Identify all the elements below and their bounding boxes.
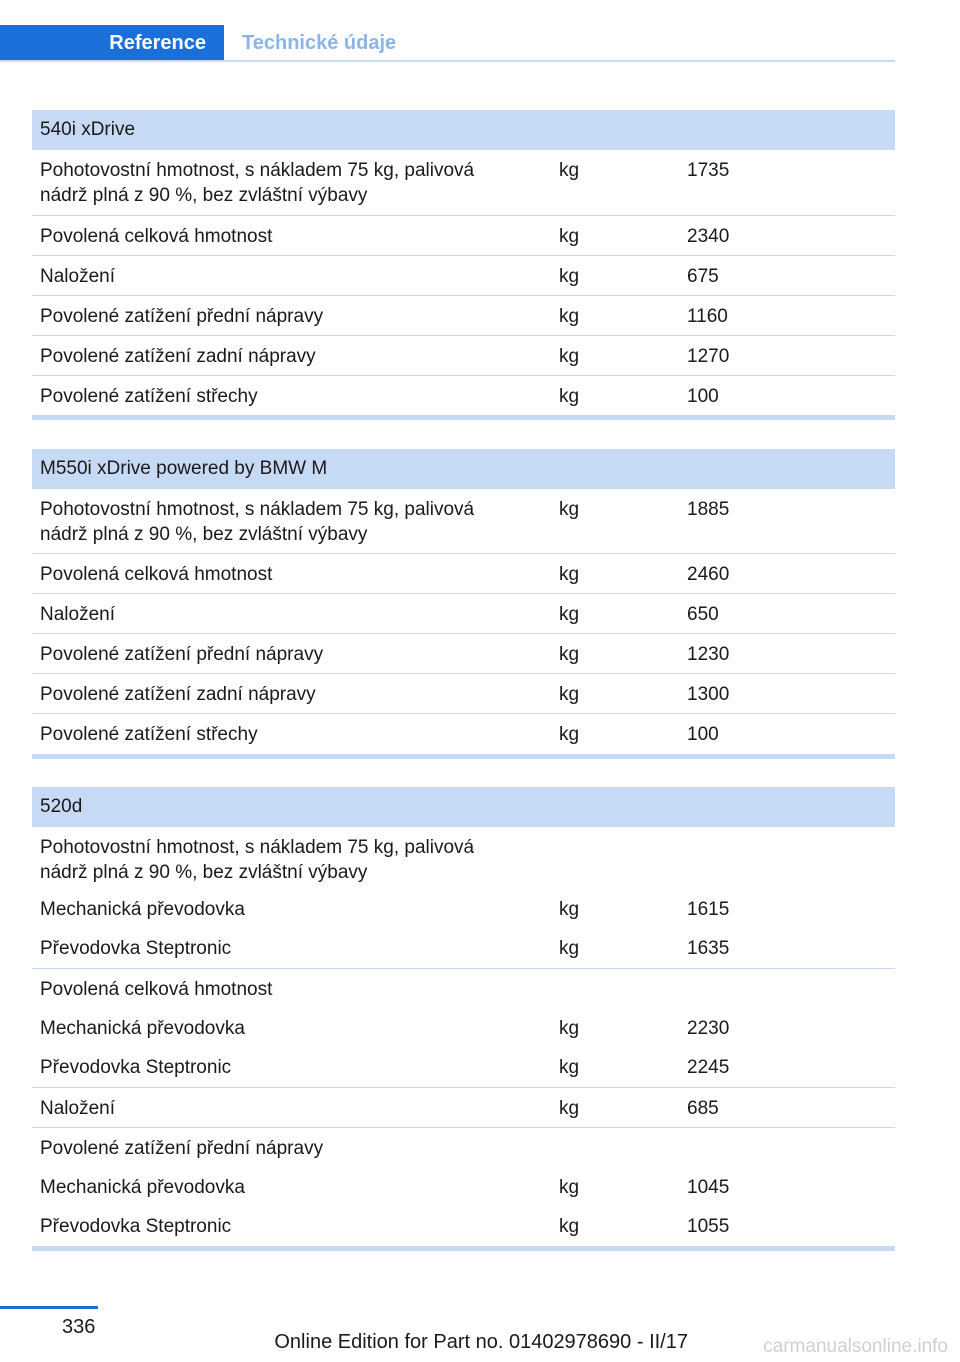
- spec-table-520d: [32, 787, 895, 1251]
- tab-reference[interactable]: Reference: [0, 25, 224, 62]
- table-row: [32, 889, 895, 928]
- row-value: 1885: [687, 499, 730, 520]
- table-row: [32, 969, 895, 1008]
- table-row: [32, 554, 895, 594]
- row-label: Povolená celková hmotnost: [40, 226, 273, 247]
- row-label: Naložení: [40, 266, 115, 287]
- row-value: 2340: [687, 226, 730, 247]
- row-label: Povolené zatížení přední nápravy: [40, 306, 324, 327]
- row-unit: kg: [559, 1216, 580, 1237]
- table-row: [32, 674, 895, 714]
- row-label: Mechanická převodovka: [40, 899, 245, 920]
- row-label: Pohotovostní hmotnost, s nákladem 75 kg, palivová nádrž plná z 90 %, bez zvláštní výbavy: [40, 160, 475, 206]
- page-number: 336: [62, 1316, 96, 1338]
- watermark: carmanualsonline.info: [763, 1336, 948, 1357]
- table-row: [32, 1047, 895, 1088]
- table-row: [32, 634, 895, 674]
- table-row: [32, 296, 895, 336]
- table-row: [32, 489, 895, 554]
- edition-note: Online Edition for Part no. 01402978690 - II/17: [274, 1331, 688, 1353]
- header-divider: [0, 60, 895, 62]
- table-bottom-rule: [32, 415, 895, 420]
- table-row: [32, 928, 895, 969]
- table-title: M550i xDrive powered by BMW M: [32, 449, 895, 489]
- row-unit: kg: [559, 684, 580, 705]
- row-value: 1300: [687, 684, 730, 705]
- row-value: 1055: [687, 1216, 730, 1237]
- row-label: Povolené zatížení střechy: [40, 386, 258, 407]
- footer-accent-line: [0, 1306, 98, 1309]
- row-unit: kg: [559, 1098, 580, 1119]
- row-unit: kg: [559, 266, 580, 287]
- row-unit: kg: [559, 938, 580, 959]
- row-unit: kg: [559, 899, 580, 920]
- row-label: Převodovka Steptronic: [40, 1057, 232, 1078]
- tab-technical-data[interactable]: Technické údaje: [242, 32, 397, 54]
- table-row: [32, 827, 895, 889]
- row-unit: kg: [559, 564, 580, 585]
- row-unit: kg: [559, 160, 580, 181]
- table-row: [32, 1167, 895, 1206]
- row-label: Povolená celková hmotnost: [40, 979, 273, 1000]
- row-label: Převodovka Steptronic: [40, 1216, 232, 1237]
- row-value: 1615: [687, 899, 730, 920]
- row-value: 2460: [687, 564, 730, 585]
- row-value: 685: [687, 1098, 719, 1119]
- row-label: Povolené zatížení přední nápravy: [40, 644, 324, 665]
- row-value: 100: [687, 386, 719, 407]
- row-value: 1045: [687, 1177, 730, 1198]
- row-unit: kg: [559, 226, 580, 247]
- table-bottom-rule: [32, 754, 895, 759]
- row-label: Mechanická převodovka: [40, 1018, 245, 1039]
- row-label: Povolené zatížení zadní nápravy: [40, 684, 316, 705]
- row-label: Povolené zatížení střechy: [40, 724, 258, 745]
- table-row: [32, 376, 895, 415]
- table-row: [32, 1206, 895, 1246]
- row-unit: kg: [559, 604, 580, 625]
- row-unit: kg: [559, 346, 580, 367]
- row-value: 2230: [687, 1018, 730, 1039]
- section-header: [0, 25, 895, 62]
- row-value: 1230: [687, 644, 730, 665]
- row-value: 100: [687, 724, 719, 745]
- row-label: Naložení: [40, 1098, 115, 1119]
- row-label: Povolená celková hmotnost: [40, 564, 273, 585]
- row-label: Mechanická převodovka: [40, 1177, 245, 1198]
- row-label: Pohotovostní hmotnost, s nákladem 75 kg, palivová nádrž plná z 90 %, bez zvláštní výbavy: [40, 837, 475, 883]
- row-label: Pohotovostní hmotnost, s nákladem 75 kg, palivová nádrž plná z 90 %, bez zvláštní výbavy: [40, 499, 475, 545]
- table-title: 520d: [32, 787, 895, 827]
- row-unit: kg: [559, 499, 580, 520]
- row-value: 2245: [687, 1057, 730, 1078]
- row-unit: kg: [559, 306, 580, 327]
- table-title: 540i xDrive: [32, 110, 895, 150]
- table-bottom-rule: [32, 1246, 895, 1251]
- row-unit: kg: [559, 1057, 580, 1078]
- spec-table-540i: [32, 110, 895, 420]
- row-unit: kg: [559, 724, 580, 745]
- table-row: [32, 216, 895, 256]
- row-label: Povolené zatížení zadní nápravy: [40, 346, 316, 367]
- table-row: [32, 714, 895, 754]
- table-row: [32, 1088, 895, 1128]
- table-row: [32, 1008, 895, 1047]
- row-value: 1270: [687, 346, 730, 367]
- spec-table-m550i: [32, 449, 895, 759]
- row-value: 1735: [687, 160, 730, 181]
- row-unit: kg: [559, 1018, 580, 1039]
- row-unit: kg: [559, 644, 580, 665]
- row-value: 675: [687, 266, 719, 287]
- row-value: 1635: [687, 938, 730, 959]
- table-row: [32, 336, 895, 376]
- row-label: Naložení: [40, 604, 115, 625]
- row-unit: kg: [559, 386, 580, 407]
- row-unit: kg: [559, 1177, 580, 1198]
- row-label: Povolené zatížení přední nápravy: [40, 1138, 324, 1159]
- table-row: [32, 1128, 895, 1167]
- row-value: 650: [687, 604, 719, 625]
- table-row: [32, 594, 895, 634]
- row-label: Převodovka Steptronic: [40, 938, 232, 959]
- table-row: [32, 150, 895, 216]
- table-row: [32, 256, 895, 296]
- row-value: 1160: [687, 306, 728, 327]
